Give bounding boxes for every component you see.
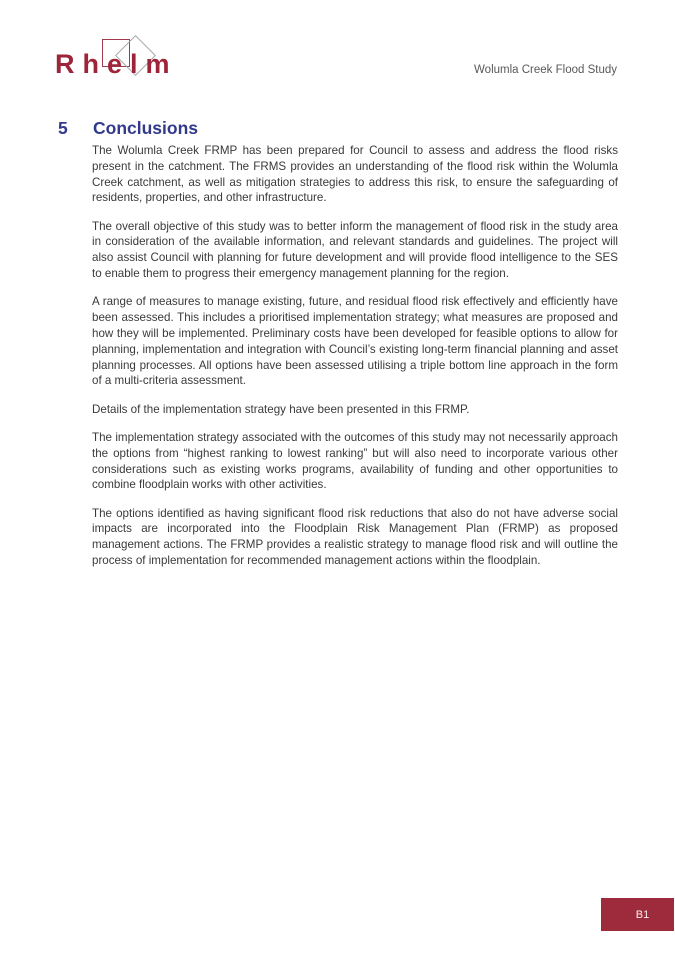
rhelm-logo [55,34,195,84]
section-title: Conclusions [93,118,199,138]
paragraph-6: The options identified as having significant flood risk reductions that also do not have adverse social impacts are incorporated into the Floodplain Risk Management Plan (FRMP) as proposed management actions. The FRMP provides a realistic strategy to manage flood risk and will outline the process of implementation for recommended management actions within the floodplain. [92,506,618,568]
section-heading [58,118,198,139]
paragraph-2: The overall objective of this study was to better inform the management of flood risk in the study area in consideration of the available information, and relevant standards and guidelines. The project will also assist Council with planning for future development and will provide flood intelligence to the SES to enable them to progress their emergency management planning for the region. [92,219,618,281]
paragraph-1: The Wolumla Creek FRMP has been prepared for Council to assess and address the flood risks present in the catchment. The FRMS provides an understanding of the flood risk within the Wolumla Creek catchment, as well as mitigation strategies to address this risk, to ensure the safeguarding of residents, properties, and other infrastructure. [92,144,618,205]
logo-text: Rhelm [55,49,178,79]
page-number: B1 [635,908,650,921]
body-text [92,143,618,581]
paragraph-4: Details of the implementation strategy have been presented in this FRMP. [92,402,470,416]
document-title: Wolumla Creek Flood Study [474,64,617,76]
section-number: 5 [58,118,68,138]
page-number-badge [601,898,674,931]
paragraph-3: A range of measures to manage existing, future, and residual flood risk effectively and efficiently have been assessed. This includes a prioritised implementation strategy; what measures are proposed and how they will be implemented. Preliminary costs have been developed for feasible options to allow for planning, implementation and integration with Council’s existing long-term financial planning and asset planning processes. All options have been assessed utilising a triple bottom line approach in the form of a multi-criteria assessment. [92,295,618,388]
paragraph-5: The implementation strategy associated with the outcomes of this study may not necessarily approach the options from “highest ranking to lowest ranking” but will also need to incorporate various other considerations such as existing works programs, availability of funding and other opportunities to combine floodplain works with other activities. [92,430,618,492]
